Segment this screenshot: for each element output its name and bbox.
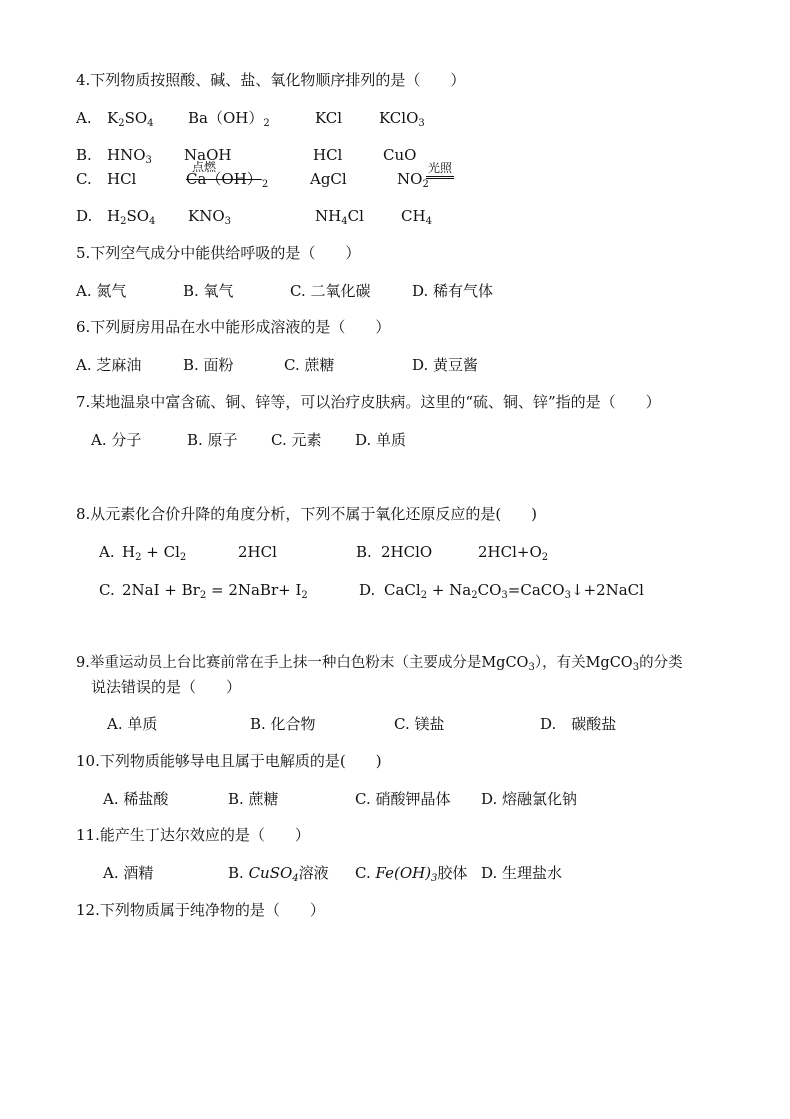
q7-option-d: D. 单质: [355, 431, 407, 449]
q6-option-c: C. 蔗糖: [284, 356, 335, 374]
q4-option-a-label: A.: [76, 109, 92, 127]
q5-stem: 5.下列空气成分中能供给呼吸的是（ ）: [76, 244, 361, 262]
q7-stem: 7.某地温泉中富含硫、铜、锌等，可以治疗皮肤病。这里的“硫、铜、锌”指的是（ ）: [76, 393, 661, 411]
q4-option-b-salt: HCl: [313, 146, 343, 164]
q6-option-d: D. 黄豆酱: [412, 356, 479, 374]
q9-stem-line2: 说法错误的是（ ）: [91, 678, 242, 696]
q4-option-a-acid: $K_2SO_4$: [107, 109, 154, 129]
q8-option-d-label: D.: [359, 581, 376, 599]
q8-option-a-reactants: $H_2 + Cl_2$: [122, 543, 187, 563]
q4-stem: 4.下列物质按照酸、碱、盐、氧化物顺序排列的是（ ）: [76, 71, 466, 89]
q8-stem: 8.从元素化合价升降的角度分析，下列不属于氧化还原反应的是( ): [76, 505, 538, 523]
q4-option-c-label: C.: [76, 170, 92, 188]
q4-option-d-label: D.: [76, 207, 93, 225]
q11-option-c: C. $Fe(OH)_3$胶体: [355, 864, 468, 884]
q9-stem-line1: 9.举重运动员上台比赛前常在手上抹一种白色粉末（主要成分是MgCO$_3$），有关MgCO$_3$的分类: [76, 655, 683, 673]
q4-option-d-oxide: $CH_4$: [401, 207, 432, 227]
q11-stem: 11.能产生丁达尔效应的是（ ）: [76, 826, 310, 844]
q9-option-d: D. 碳酸盐: [540, 715, 617, 733]
q9-option-b: B. 化合物: [250, 715, 316, 733]
q10-option-b: B. 蔗糖: [228, 790, 279, 808]
q11-option-a: A. 酒精: [103, 864, 154, 882]
q4-option-a-salt: KCl: [315, 109, 343, 127]
q12-stem: 12.下列物质属于纯净物的是（ ）: [76, 901, 325, 919]
q5-option-b: B. 氧气: [183, 282, 234, 300]
q4-option-b-label: B.: [76, 146, 92, 164]
q4-option-d-acid: $H_2SO_4$: [107, 207, 156, 227]
q8-option-a-label: A.: [99, 543, 115, 561]
q7-option-c: C. 元素: [271, 431, 322, 449]
q7-option-b: B. 原子: [187, 431, 238, 449]
q4-overlay-ignite: 点燃: [192, 160, 217, 174]
q8-option-d-equation: CaCl$_2$ + $Na_2CO_3=CaCO_3↓+2NaCl$: [384, 581, 644, 601]
q4-option-c-base: $Ca(OH)_2$: [186, 170, 269, 190]
q4-option-a-oxide: KClO$_3$: [379, 109, 425, 129]
q4-option-c-oxide: $NO_2$: [397, 170, 429, 190]
q4-option-c-acid: HCl: [107, 170, 137, 188]
q4-option-b-oxide: CuO: [383, 146, 417, 164]
q10-option-c: C. 硝酸钾晶体: [355, 790, 451, 808]
q8-option-a-product: 2HCl: [238, 543, 277, 561]
q9-option-c: C. 镁盐: [394, 715, 445, 733]
q8-option-c-equation: $2NaI + Br_2$ = 2NaBr+ $I_2$: [122, 581, 308, 601]
q9-option-a: A. 单质: [107, 715, 158, 733]
q4-option-a-base: $Ba(OH)_2$: [188, 109, 270, 129]
q11-option-b: B. CuSO$_4$溶液: [228, 864, 329, 884]
q4-overlay-light: 光照: [426, 157, 454, 179]
q4-option-d-salt: $NH_4Cl$: [315, 207, 364, 227]
q11-option-d: D. 生理盐水: [481, 864, 563, 882]
q5-option-a: A. 氮气: [76, 282, 127, 300]
q8-option-b-products: $2HCl+O_2$: [478, 543, 549, 563]
q6-option-a: A. 芝麻油: [76, 356, 142, 374]
q10-stem: 10.下列物质能够导电且属于电解质的是( ): [76, 752, 382, 770]
q8-option-c-label: C.: [99, 581, 115, 599]
q5-option-c: C. 二氧化碳: [290, 282, 371, 300]
q5-option-d: D. 稀有气体: [412, 282, 494, 300]
q8-option-b-label: B.: [356, 543, 372, 561]
q4-option-b-acid: $HNO_3$: [107, 146, 152, 166]
q6-option-b: B. 面粉: [183, 356, 234, 374]
q7-option-a: A. 分子: [91, 431, 142, 449]
q4-option-b-base: NaOH: [184, 146, 232, 164]
q10-option-a: A. 稀盐酸: [103, 790, 169, 808]
q10-option-d: D. 熔融氯化钠: [481, 790, 578, 808]
q8-option-b-reactant: 2HClO: [381, 543, 433, 561]
q4-option-d-base: $KNO_3$: [188, 207, 232, 227]
q6-stem: 6.下列厨房用品在水中能形成溶液的是（ ）: [76, 318, 391, 336]
q4-option-c-salt: AgCl: [310, 170, 347, 188]
